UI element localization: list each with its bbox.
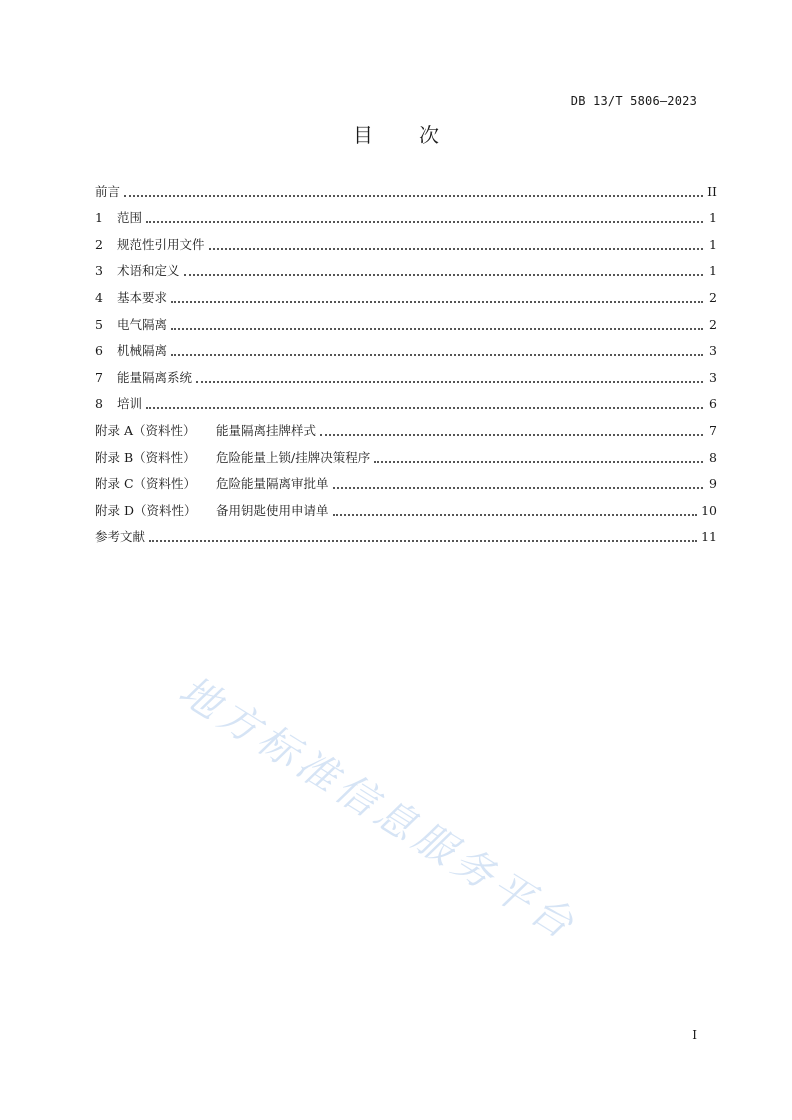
watermark: 地方标准信息服务平台 xyxy=(170,667,586,951)
leader-dots xyxy=(124,195,703,197)
leader-dots xyxy=(209,248,703,250)
toc-entry-bibliography[interactable] xyxy=(95,520,717,547)
toc-section-number: 4 xyxy=(95,289,103,305)
leader-dots xyxy=(333,487,703,489)
leader-dots xyxy=(171,354,703,356)
toc-entry-electrical-isolation[interactable] xyxy=(95,307,717,334)
toc-label: 危险能量上锁/挂牌决策程序 xyxy=(216,449,371,465)
toc-label: 机械隔离 xyxy=(117,343,168,359)
toc-section-number: 6 xyxy=(95,343,103,359)
toc-page-number: 1 xyxy=(709,236,717,252)
toc-entry-appendix-c[interactable] xyxy=(95,467,717,494)
leader-dots xyxy=(184,274,703,276)
leader-dots xyxy=(149,540,697,542)
page-title xyxy=(0,120,792,150)
toc-entry-scope[interactable] xyxy=(95,201,717,228)
toc-page-number: 8 xyxy=(709,449,717,465)
toc-section-number: 2 xyxy=(95,236,103,252)
leader-dots xyxy=(146,221,703,223)
toc-entry-appendix-a[interactable] xyxy=(95,413,717,440)
toc-page-number: 11 xyxy=(701,529,717,545)
toc-label: 能量隔离系统 xyxy=(117,369,193,385)
toc-label: 能量隔离挂牌样式 xyxy=(216,422,317,438)
toc-page-number: 6 xyxy=(709,396,717,412)
leader-dots xyxy=(196,381,703,383)
leader-dots xyxy=(146,407,703,409)
toc-label: 危险能量隔离审批单 xyxy=(216,476,329,492)
toc-section-number: 7 xyxy=(95,369,103,385)
toc-page-number: 3 xyxy=(709,369,717,385)
toc-page-number: 2 xyxy=(709,289,717,305)
toc-section-number: 3 xyxy=(95,263,103,279)
title-char-2: 次 xyxy=(419,123,439,147)
toc-entry-basic-requirements[interactable] xyxy=(95,280,717,307)
toc-appendix-prefix: 附录 A（资料性） xyxy=(95,422,196,438)
toc-page-number: II xyxy=(707,183,717,199)
toc-entry-normative-references[interactable] xyxy=(95,227,717,254)
title-char-1: 目 xyxy=(353,123,373,147)
leader-dots xyxy=(171,301,703,303)
toc-label: 术语和定义 xyxy=(117,263,180,279)
toc-page-number: 1 xyxy=(709,210,717,226)
toc-label: 基本要求 xyxy=(117,289,168,305)
toc-label: 电气隔离 xyxy=(117,316,168,332)
toc-label: 规范性引用文件 xyxy=(117,236,205,252)
toc-entry-training[interactable] xyxy=(95,387,717,414)
leader-dots xyxy=(171,328,703,330)
table-of-contents xyxy=(95,174,717,546)
toc-entry-appendix-b[interactable] xyxy=(95,440,717,467)
document-code: DB 13/T 5806—2023 xyxy=(570,94,697,108)
toc-label: 范围 xyxy=(117,210,143,226)
toc-page-number: 10 xyxy=(701,502,717,518)
toc-label: 参考文献 xyxy=(95,529,146,545)
page-number: I xyxy=(692,1028,697,1042)
toc-section-number: 8 xyxy=(95,396,103,412)
toc-page-number: 9 xyxy=(709,476,717,492)
toc-entry-appendix-d[interactable] xyxy=(95,493,717,520)
toc-page-number: 3 xyxy=(709,343,717,359)
leader-dots xyxy=(374,461,703,463)
toc-appendix-prefix: 附录 D（资料性） xyxy=(95,502,197,518)
toc-page-number: 1 xyxy=(709,263,717,279)
toc-entry-energy-isolation-system[interactable] xyxy=(95,360,717,387)
leader-dots xyxy=(320,434,703,436)
toc-label: 前言 xyxy=(95,183,121,199)
toc-appendix-prefix: 附录 C（资料性） xyxy=(95,476,197,492)
toc-page-number: 2 xyxy=(709,316,717,332)
toc-entry-terms-definitions[interactable] xyxy=(95,254,717,281)
toc-entry-mechanical-isolation[interactable] xyxy=(95,334,717,361)
toc-appendix-prefix: 附录 B（资料性） xyxy=(95,449,196,465)
toc-section-number: 5 xyxy=(95,316,103,332)
toc-label: 备用钥匙使用申请单 xyxy=(216,502,329,518)
toc-entry-foreword[interactable] xyxy=(95,174,717,201)
toc-label: 培训 xyxy=(117,396,143,412)
toc-section-number: 1 xyxy=(95,210,103,226)
toc-page-number: 7 xyxy=(709,422,717,438)
leader-dots xyxy=(333,514,698,516)
